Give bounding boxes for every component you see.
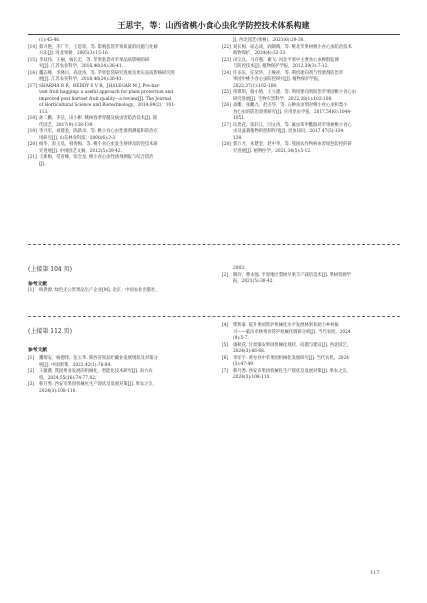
reference-text: 李双伟，王丽，杨长宏，等. 苹果套袋对苹果品质影响的研 究[J]. 江苏农业科学，2018,46(24):36-41. bbox=[39, 57, 150, 69]
reference-text: 2003. bbox=[233, 266, 246, 271]
reference-text: (1):45-46. bbox=[39, 38, 61, 43]
reference-text: 魏瑞安，杨德伟，张玉华. 陕西省果品贮藏业发展现状及对策分 析[J]. 中国果菜，2022,42(1):78-84. bbox=[39, 356, 158, 368]
reference-entry bbox=[222, 45, 402, 58]
reference-text: 田宝良，马存强，谢飞. 河北平原中主要食心虫种群监测 与防控技术[J]. 植物保护学报，2012,39(3):7-12. bbox=[233, 57, 339, 69]
continuation-title-112: (上接第 112 页) bbox=[28, 328, 72, 335]
reference-entry bbox=[28, 58, 208, 71]
reference-column-right bbox=[222, 38, 402, 155]
reference-number: [2] bbox=[222, 272, 229, 278]
reference-text: J]. 西北园艺(果树)，2021(6):29-30. bbox=[233, 38, 305, 43]
reference-text: 高雕，张鹏九，赵圣华，等. 五种杀虫剂对桃小食心虫和梨小 食心虫的防治效果研究[J]. 应用昆虫学报，2017,54(6):1044- 1051. bbox=[233, 103, 352, 121]
reference-entry bbox=[222, 123, 402, 143]
reference-text: 许多乐，任荣华，王峻祥，等. 利用迷向剂与性诱剂防治苹 果园中桃小食心虫防控研究[J]. 植物保护学报， 2022,37(1):102-108. bbox=[233, 70, 344, 89]
reference-entry bbox=[222, 142, 402, 155]
section-104-refs-left bbox=[28, 288, 208, 295]
reference-number: [15] bbox=[28, 57, 37, 63]
header-rule bbox=[28, 34, 400, 35]
reference-text: 魏志峰，李林川，高登涛，等. 苹果套袋研究进展及果实品质影响研究进 展[J]. 江苏农业科学，2018,46(24):36-41. bbox=[39, 70, 175, 82]
reference-number: [7] bbox=[222, 368, 229, 374]
reference-entry bbox=[28, 84, 208, 117]
reference-number: [20] bbox=[28, 142, 37, 147]
reference-entry bbox=[222, 58, 402, 71]
section-divider bbox=[28, 316, 400, 317]
reference-number: [1] bbox=[28, 288, 35, 293]
reference-number: [1] bbox=[28, 356, 35, 361]
reference-text: 孙二鹏，李洁，田小彬. 桃树春季穿越及病虫害防治技术[J]. 现 代园艺，2017(9):138-139. bbox=[39, 116, 157, 128]
reference-number: [18] bbox=[28, 116, 37, 121]
reference-number: [16] bbox=[28, 70, 37, 76]
reference-text: 郭万才，朱楚金，赵中华，等. 我国农作物病虫害绿色防控的研 究进展[J]. 植物医学，2021,34(5):5-12. bbox=[233, 142, 352, 154]
continuation-title-104: (上接第 104 页) bbox=[28, 266, 72, 273]
reference-text: 柴智豪. 提升果园管护机械化水平发展林果业助力乡村振 兴——临汾市林果业管护机械化调研分析[J]. 当代农机，2024 (9):5-7. bbox=[233, 323, 351, 341]
reference-entry bbox=[28, 71, 208, 84]
reference-text: SHARMA R R，REDDY S V R，JHALEGAR M J. Pre-har- vest fruit bagging: a useful approach for plant protection and improved post harvest fruit quality—a review[J]. The Journal of Horticultural Science and Biotechnology，2014,89(2)：101- 113. bbox=[39, 83, 176, 115]
reference-entry bbox=[222, 90, 402, 103]
reference-number: [26] bbox=[222, 103, 231, 108]
reference-number: [21] bbox=[28, 155, 37, 160]
reference-text: 韩月秀. 西安市果园机械化生产现状及发展对策[J]. 果农之友， 2024(3):108-110. bbox=[233, 368, 351, 380]
reference-number: [19] bbox=[28, 129, 37, 134]
reference-text: 王新梅，常青峰，张会龙. 桃小食心虫性诱剂测报与综合防治 [J]. bbox=[39, 155, 154, 167]
reference-entry bbox=[28, 155, 208, 168]
reference-number: [2] bbox=[28, 369, 35, 374]
reference-entry bbox=[222, 323, 402, 343]
reference-text: 康秋花. 甘肃秦安果园机械化现状、问题与建议[J]. 西北园艺， 2024(3):66-68. bbox=[233, 342, 351, 354]
reference-number: [3] bbox=[28, 382, 35, 387]
reference-number: [23] bbox=[222, 57, 231, 63]
reference-entry bbox=[28, 288, 208, 295]
section-divider bbox=[28, 244, 400, 245]
reference-number: [17] bbox=[28, 83, 37, 89]
reference-number: [28] bbox=[222, 142, 231, 147]
references-heading-104: 参考文献 bbox=[28, 281, 48, 287]
reference-text: 蔡兴艳，李广宇，王恩荣，等. 影响套袋苹果质量的问题与化解 方法[J]. 河北果树，2005(3):15-16. bbox=[39, 44, 158, 56]
reference-entry bbox=[28, 382, 208, 395]
reference-entry bbox=[222, 356, 402, 369]
reference-entry bbox=[222, 343, 402, 356]
reference-number: [25] bbox=[222, 90, 231, 95]
reference-entry bbox=[28, 369, 208, 382]
reference-number: [5] bbox=[222, 342, 229, 348]
reference-entry bbox=[28, 116, 208, 129]
reference-entry bbox=[28, 142, 208, 155]
reference-number: [22] bbox=[222, 44, 231, 50]
reference-entry bbox=[28, 45, 208, 58]
reference-text: 陶玲，曹永强. 平原地区梨树早果丰产栽培技术[J]. 果树资源学 报，2021(5):38-42. bbox=[233, 272, 351, 284]
reference-entry bbox=[222, 273, 402, 286]
reference-text: 杨供源. 绿色无公害果品生产企业[M]. 北京：中国农业出版社， bbox=[39, 288, 160, 293]
reference-column-left bbox=[28, 38, 208, 168]
reference-number: [6] bbox=[222, 355, 229, 361]
reference-text: 李军宇. 黄谷县中苹果园机械化发展研究[J]. 当代农机，2024 (3):47-49. bbox=[233, 355, 350, 367]
section-112-refs-left bbox=[28, 356, 208, 395]
running-header: 王思宇，等：山西省桃小食心虫化学防控技术体系构建 bbox=[117, 20, 310, 30]
reference-number: [4] bbox=[222, 323, 229, 328]
references-heading-112: 参考文献 bbox=[28, 347, 48, 353]
reference-entry bbox=[28, 356, 208, 369]
section-104-refs-right bbox=[222, 266, 402, 286]
reference-number: [24] bbox=[222, 70, 231, 76]
reference-text: 伟琪琪，杨小婧，王立建，等. 利用迷向剂防治苹果园桃小食心虫 研究进展[J]. 生物灾害科学，2022,38(1):102-108. bbox=[233, 90, 357, 102]
reference-text: 杨华，彭玉基，韩秀梅，等. 桃小食心虫发生规律及防控技术研 究进展[J]. 中国园艺文摘，2012(5):39-42. bbox=[39, 142, 158, 154]
reference-text: 伍贵花，张轩江，闫文涛，等. 氟虫苯甲酰胺对苹果树桃小食心 虫及盆栽植物的控制作用[J]. 昆虫知识，2017,47(5):134- 138. bbox=[233, 122, 352, 141]
reference-entry bbox=[222, 369, 402, 382]
reference-text: 刘长梅，屈志成，阎锦梅，等. 桃北苹果树桃小食心虫防治技术 植物保护，2024(4):32-33. bbox=[233, 44, 352, 56]
reference-text: 王薇薇. 我国果业发展的机械化、智能化技术研究[J]. 南方农 机，2024,55(16):74-77,82. bbox=[39, 369, 153, 381]
reference-text: 李兴军，刘建金，陈新录，等. 桃小食心虫性诱剂测报和防治应 用研究[J]. 山东林业科技，2000(6):2-3. bbox=[39, 129, 158, 141]
reference-entry bbox=[28, 129, 208, 142]
reference-entry bbox=[222, 71, 402, 91]
reference-number: [27] bbox=[222, 122, 231, 128]
reference-number: [14] bbox=[28, 44, 37, 50]
reference-text: 韩月秀. 西安市果园机械化生产现状及发展对策[J]. 果农之友， 2024(3):108-110. bbox=[39, 382, 157, 394]
section-112-refs-right bbox=[222, 323, 402, 382]
page-number: 117 bbox=[370, 570, 380, 576]
reference-entry bbox=[222, 103, 402, 123]
